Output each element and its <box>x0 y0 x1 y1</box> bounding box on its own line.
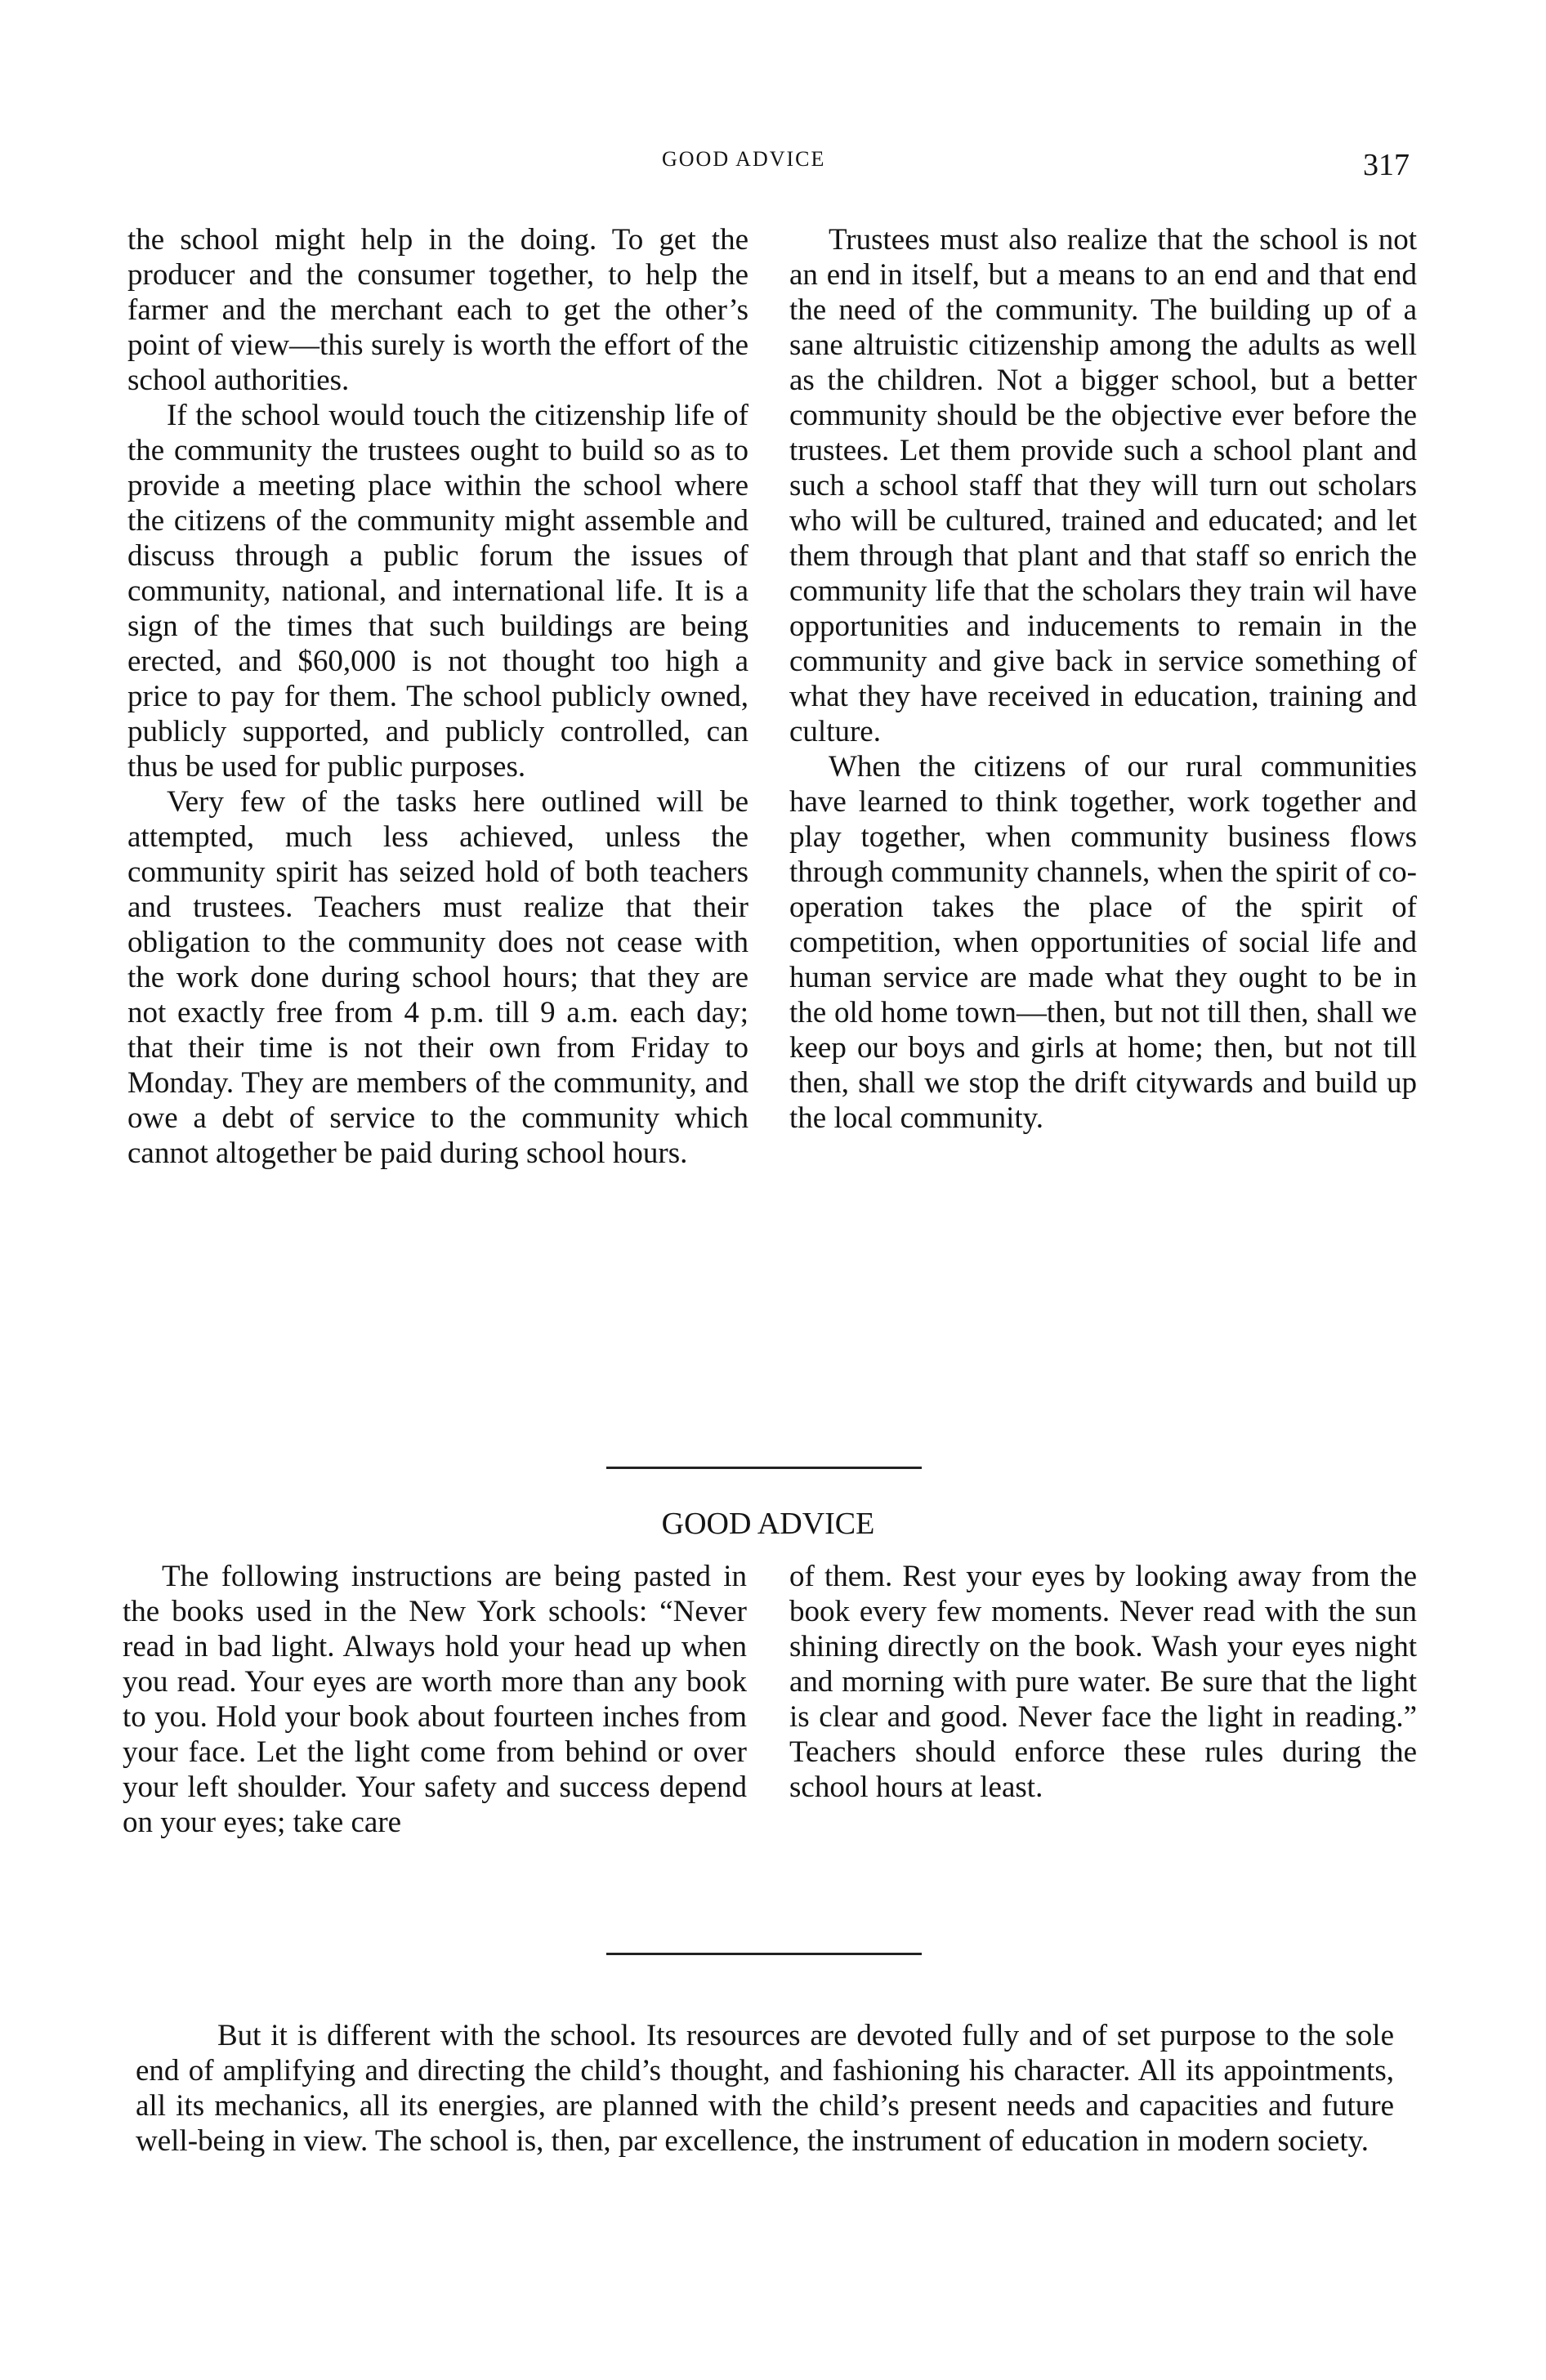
paragraph: Very few of the tasks here outlined will be attempted, much less achieved, unless the community spirit has seized hold of both teachers and trustees. Teachers must realize that their obligation to the community does not cease with the work done during school hours; that they are not exactly free from 4 p.m. till 9 a.m. each day; that their time is not their own from Friday to Monday. They are members of the community, and owe a debt of service to the community which cannot altogether be paid during school hours. <box>127 785 748 1170</box>
article-right-column <box>789 222 1417 1136</box>
paragraph: The following instructions are being pasted in the books used in the New York schools: “Never read in bad light. Always hold your head up when you read. Your eyes are worth more than any book to you. Hold your book about fourteen inches from your face. Let the light come from behind or over your left shoulder. Your safety and success depend on your eyes; take care <box>123 1560 747 1839</box>
article-left-column <box>127 222 748 1171</box>
closing-paragraph-block <box>136 2018 1394 2159</box>
paragraph: the school might help in the doing. To get the producer and the consumer together, to help the farmer and the merchant each to get the other’s point of view—this surely is worth the effort of the school authorities. <box>127 223 748 397</box>
paragraph: Trustees must also realize that the school is not an end in itself, but a means to an end and that end the need of the community. The building up of a sane altruistic citizenship among the adults as well as the children. Not a bigger school, but a better community should be the objective ever before the trustees. Let them provide such a school plant and such a school staff that they will turn out scholars who will be cultured, trained and educated; and let them through that plant and that staff so enrich the community life that the scholars they train wil have opportunities and inducements to remain in the community and give back in service something of what they have received in education, training and culture. <box>789 223 1417 748</box>
advice-left-column <box>123 1559 747 1840</box>
paragraph: of them. Rest your eyes by looking away from the book every few moments. Never read with the sun shining directly on the book. Wash your eyes night and morning with pure water. Be sure that the light is clear and good. Never face the light in reading.” Teachers should enforce these rules during the school hours at least. <box>789 1560 1417 1804</box>
page-number: 317 <box>1363 148 1410 182</box>
advice-right-column <box>789 1559 1417 1805</box>
section-heading: GOOD ADVICE <box>661 1507 875 1541</box>
running-header: GOOD ADVICE <box>662 147 826 171</box>
section-divider <box>606 1953 922 1955</box>
paragraph: If the school would touch the citizenship life of the community the trustees ought to build so as to provide a meeting place within the school where the citizens of the community might assemble and discuss through a public forum the issues of community, national, and international life. It is a sign of the times that such buildings are being erected, and $60,000 is not thought too high a price to pay for them. The school publicly owned, publicly supported, and publicly controlled, can thus be used for public purposes. <box>127 399 748 784</box>
paragraph: But it is different with the school. Its resources are devoted fully and of set purpose to the sole end of amplifying and directing the child’s thought, and fashioning his character. All its appointments, all its mechanics, all its energies, are planned with the child’s present needs and capacities and future well-being in view. The school is, then, par excellence, the instrument of education in modern society. <box>136 2019 1394 2158</box>
paragraph: When the citizens of our rural communities have learned to think together, work together and play together, when community business flows through community channels, when the spirit of co-operation takes the place of the spirit of competition, when opportunities of social life and human service are made what they ought to be in the old home town—then, but not till then, shall we keep our boys and girls at home; then, but not till then, shall we stop the drift citywards and build up the local community. <box>789 750 1417 1135</box>
section-divider <box>606 1467 922 1469</box>
